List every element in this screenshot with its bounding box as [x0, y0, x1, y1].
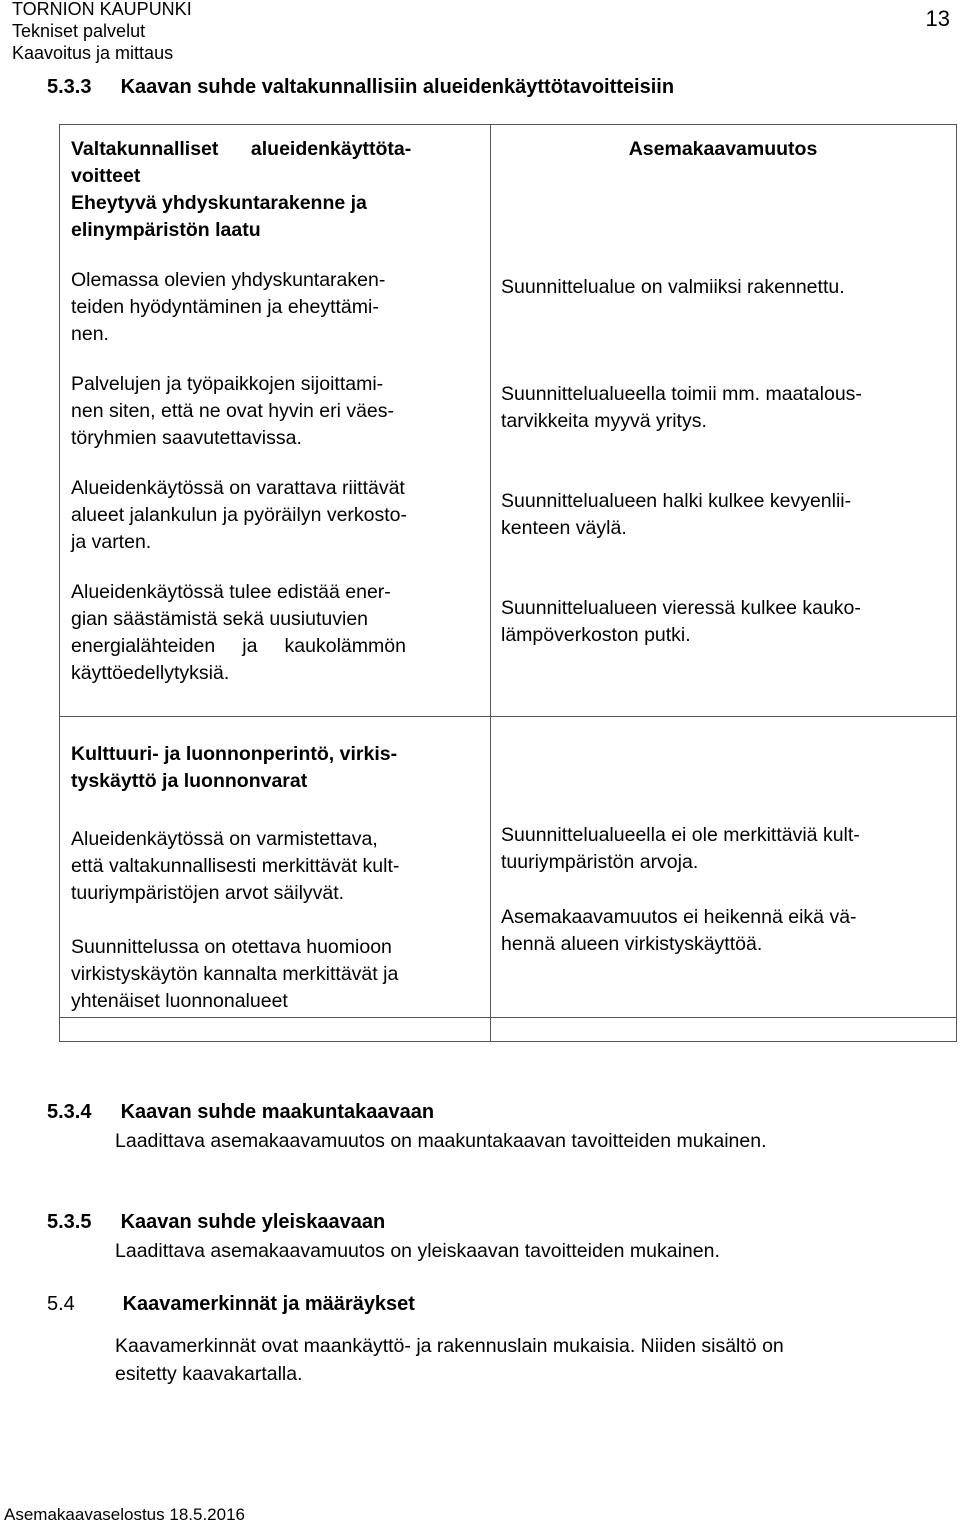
- section-533-heading: [47, 76, 674, 99]
- column-header-left: Valtakunnalliset alueidenkäyttöta- voitteet: [71, 138, 412, 187]
- cell-paragraph: Palvelujen ja työpaikkojen sijoittami- nen siten, että ne ovat hyvin eri väes- töryhmien saavutettavissa.: [71, 373, 395, 449]
- table-cell-right-row1: [501, 136, 945, 649]
- cell-paragraph: Suunnittelualueella ei ole merkittäviä kult- tuuriympäristön arvoja.: [501, 824, 860, 873]
- cell-paragraph: Suunnittelualueen vieressä kulkee kauko- lämpöverkoston putki.: [501, 597, 861, 646]
- cell-paragraph: Suunnittelualue on valmiiksi rakennettu.: [501, 276, 845, 298]
- section-title: Kaavamerkinnät ja määräykset: [122, 1293, 415, 1315]
- column-divider: [490, 125, 491, 1041]
- column-header-right: Asemakaavamuutos: [628, 138, 818, 160]
- cell-paragraph: Suunnittelussa on otettava huomioon virkistyskäytön kannalta merkittävät ja yhtenäiset luonnonalueet: [71, 936, 399, 1012]
- section-number: 5.3.5: [47, 1211, 92, 1233]
- objectives-table: [59, 124, 957, 1042]
- section-number: 5.3.4: [47, 1101, 92, 1123]
- page-number: 13: [925, 6, 950, 31]
- cell-heading: Kulttuuri- ja luonnonperintö, virkis- tyskäyttö ja luonnonvarat: [71, 743, 398, 792]
- row-divider: [60, 716, 956, 717]
- cell-paragraph: Suunnittelualueella toimii mm. maatalous- tarvikkeita myyvä yritys.: [501, 383, 862, 432]
- cell-paragraph: Suunnittelualueen halki kulkee kevyenlii- kenteen väylä.: [501, 490, 852, 539]
- cell-paragraph: Asemakaavamuutos ei heikennä eikä vä- hennä alueen virkistyskäyttöä.: [501, 906, 857, 955]
- organization-name: TORNION KAUPUNKI: [12, 0, 192, 19]
- cell-paragraph: Alueidenkäytössä on varattava riittävät alueet jalankulun ja pyöräilyn verkosto- ja varten.: [71, 477, 408, 553]
- section-number: 5.4: [47, 1293, 75, 1315]
- section-534-text: Laadittava asemakaavamuutos on maakuntakaavan tavoitteiden mukainen.: [115, 1130, 767, 1152]
- section-535-heading: [47, 1211, 385, 1234]
- row-divider: [60, 1017, 956, 1018]
- cell-paragraph: Alueidenkäytössä on varmistettava, että valtakunnallisesti merkittävät kult- tuuriympäristöjen arvot säilyvät.: [71, 828, 400, 904]
- cell-heading: Eheytyvä yhdyskuntarakenne ja elinympäristön laatu: [71, 192, 367, 241]
- table-cell-left-row2: [71, 741, 479, 1015]
- section-534-heading: [47, 1101, 434, 1124]
- department-name: Tekniset palvelut: [12, 21, 146, 41]
- section-title: Kaavan suhde valtakunnallisiin alueidenkäyttötavoitteisiin: [120, 76, 675, 98]
- unit-name: Kaavoitus ja mittaus: [12, 43, 174, 63]
- cell-paragraph: Alueidenkäytössä tulee edistää ener- gian säästämistä sekä uusiutuvien energialähteiden ja kaukolämmön käyttöedellytyksiä.: [71, 581, 406, 684]
- section-title: Kaavan suhde yleiskaavaan: [120, 1211, 386, 1233]
- table-cell-left-row1: [71, 136, 479, 687]
- section-535-text: Laadittava asemakaavamuutos on yleiskaavan tavoitteiden mukainen.: [115, 1240, 720, 1262]
- document-footer: Asemakaavaselostus 18.5.2016: [4, 1505, 245, 1524]
- cell-paragraph: Olemassa olevien yhdyskuntaraken- teiden hyödyntäminen ja eheyttämi- nen.: [71, 269, 386, 345]
- section-54-text: Kaavamerkinnät ovat maankäyttö- ja rakennuslain mukaisia. Niiden sisältö on esitetty kaavakartalla.: [115, 1335, 784, 1385]
- section-54-heading: [47, 1293, 415, 1316]
- table-cell-right-row2: [501, 822, 945, 958]
- document-header: [12, 0, 192, 64]
- section-number: 5.3.3: [47, 76, 92, 98]
- section-title: Kaavan suhde maakuntakaavaan: [120, 1101, 435, 1123]
